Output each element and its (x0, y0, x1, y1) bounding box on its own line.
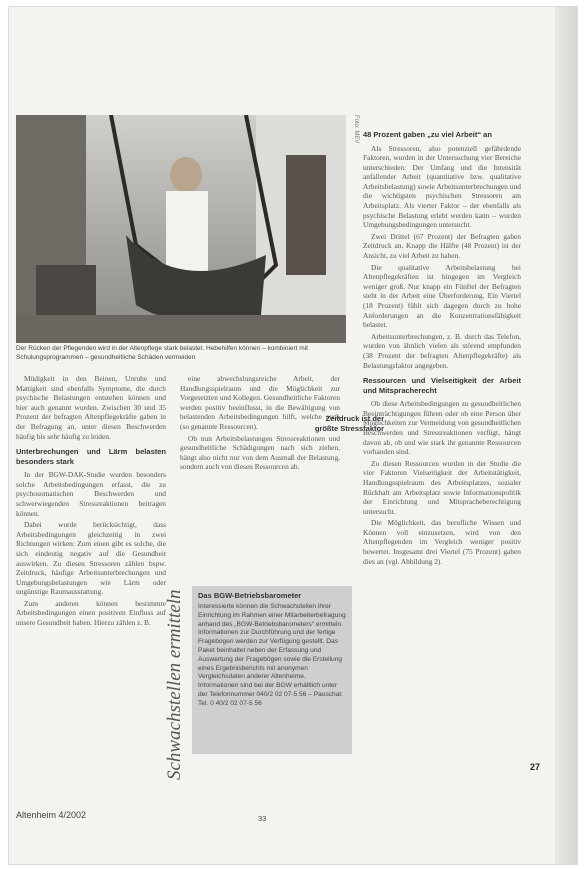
page-gutter-shadow (555, 7, 577, 864)
paragraph: Zwei Drittel (67 Prozent) der Befragten gaben Zeitdruck an. Knapp die Hälfte (48 Prozent) ist der Ansicht, zu viel Arbeit zu haben. (363, 231, 521, 261)
patient-lift-photo (16, 115, 346, 343)
pull-quote: Zeitdruck ist der größte Stressfaktor (314, 414, 384, 433)
page-number: 33 (258, 814, 267, 823)
column-3 (363, 130, 521, 568)
paragraph: Zum anderen können bestimmte Arbeitsbedingungen einen positiven Einfluss auf unsere Gesundheit haben. Hierzu zählen z. B. (16, 598, 166, 628)
magazine-issue: Altenheim 4/2002 (16, 810, 87, 820)
paragraph: In der BGW-DAK-Studie wurden besonders solche Arbeitsbedingungen erfasst, die zu psychosomatischen Beschwerden und schwerwiegenden Stressreaktionen beitragen können. (16, 470, 166, 518)
paragraph: Als Stressoren, also potenziell gefährdende Faktoren, wurden in der Untersuchung vier Bereiche unterschieden: Der Umfang und die Intensität anfallender Arbeit (quantitative bzw. qualitative Arbeitsbelastung) sowie Arbeitsunterbrechungen und die wichtigsten psychischen Stressoren am Arbeitsplatz. Als vierter Faktor – der ebenfalls als psychische Belastung erlebt werden kann – wurden Umgebungsbedingungen untersucht. (363, 143, 521, 230)
paragraph: eine abwechslungsreiche Arbeit, der Handlungsspielraum und die Möglichkeit zur Vorgesetzten und Kollegen. Gesundheitliche Faktoren werden positiv beeinflusst, in die Bewältigung von belastenden Arbeitsbedingungen hilft, welche auch (so genannte Ressourcen). (180, 374, 340, 431)
section-heading: Unterbrechungen und Lärm belasten besonders stark (16, 447, 166, 466)
paragraph: Dabei wurde berücksichtigt, dass Arbeitsbedingungen gleichzeitig in zwei Richtungen wirken: Zum einen gibt es solche, die sich eindeutig negativ auf die Gesundheit auswirken. Zu diesen Stressoren zählen bspw. Zeitdruck, häufige Arbeitsunterbrechungen und Umgebungsbelastungen wie Lärm oder ungünstige Raumausstattung. (16, 520, 166, 597)
paragraph: Die Möglichkeit, das berufliche Wissen und Können voll einzusetzen, wird von den Altenpflegenden im Vergleich weniger positiv bewertet. Insgesamt drei Viertel (75 Prozent) gaben dies an (vgl. Abbildung 2). (363, 518, 521, 566)
section-heading: 48 Prozent gaben „zu viel Arbeit“ an (363, 130, 492, 139)
info-box-title: Das BGW-Betriebsbarometer (198, 591, 302, 600)
paragraph: Zu diesen Ressourcen wurden in der Studie die vier Faktoren Vielseitigkeit der Arbeitstätigkeit, Handlungsspielraum des Arbeitsplatzes, sozialer Rückhalt am Arbeitsplatz sowie Informationspolitik der Einrichtung und Mitspracheberechtigung untersucht. (363, 458, 521, 516)
paragraph: Ob diese Arbeitsbedingungen zu gesundheitlichen Beeinträchtigungen führen oder ob eine Person über Möglichkeiten zur Vermeidung von gesundheitlichen Beschwerden und Stressreaktionen verfügt, hängt davon ab, ob und wie stark ihr genannte Ressourcen vorhanden sind. (363, 399, 521, 457)
corner-page-number: 27 (530, 762, 541, 772)
article-photo (16, 115, 346, 343)
sidebar-vertical-title (164, 572, 190, 797)
paragraph: Ob nun Arbeitsbelastungen Stressreaktionen und gesundheitliche Schädigungen nach sich ziehen, hängt also nicht nur von dem Ausmaß der Belastung, sondern auch von diesen Ressourcen ab. (180, 433, 340, 472)
column-1 (16, 374, 166, 630)
photo-caption: Der Rücken der Pflegenden wird in der Altenpflege stark belastet. Hebehilfen können – kombiniert mit Schulungsprogrammen – gesundheitliche Schäden vermeiden (16, 345, 308, 361)
info-box (192, 586, 352, 754)
paragraph: Die qualitative Arbeitsbelastung bei Altenpflegekräften ist hingegen im Vergleich weniger groß. Nur knapp ein Fünftel der Befragten sieht in der Arbeit eine Überforderung. Ein Viertel (18 Prozent) fühlt sich dagegen durch zu hohe Anforderungen an die Konzentrationsfähigkeit belastet. (363, 262, 521, 330)
paragraph: Arbeitsunterbrechungen, z. B. durch das Telefon, wurden von ähnlich vielen als störend empfunden (38 Prozent der befragten Altenpflegekräfte) als Belastungsfaktor angegeben. (363, 331, 521, 370)
section-heading: Ressourcen und Vielseitigkeit der Arbeit und Mitspracherecht (363, 376, 521, 395)
paragraph: Müdigkeit in den Beinen, Unruhe und Mattigkeit sind ebenfalls Symptome, die durch psychische Belastungen entstehen können und hier auch genannt wurden. Zwischen 30 und 35 Prozent der befragten Altenpflegekräfte gaben in der Befragung an, unter diesen Beschwerden häufig bis sehr häufig zu leiden. (16, 374, 166, 441)
vertical-title-text: Schwachstellen ermitteln (164, 589, 185, 780)
info-box-text: Interessierte können die Schwachstellen ihrer Einrichtung im Rahmen einer Mitarbeiterbefragung anhand des „BGW-Betriebsbarometers“ ermitteln. Informationen zur Durchführung und der fertige Fragebogen werden zur Verfügung gestellt. Das Paket beinhaltet neben der Erfassung und Auswertung der Fragebögen sowie die Erstellung eines Ergebnisberichts mit anonymen Vergleichsdaten anderer Altenheime. Informationen sind bei der BGW erhältlich unter der Telefonnummer 040/2 02 07-5 56 – Pauschal: Tel. 0 40/2 02 07-5 56 (198, 603, 346, 707)
photo-credit: Foto: MEV (353, 115, 359, 144)
